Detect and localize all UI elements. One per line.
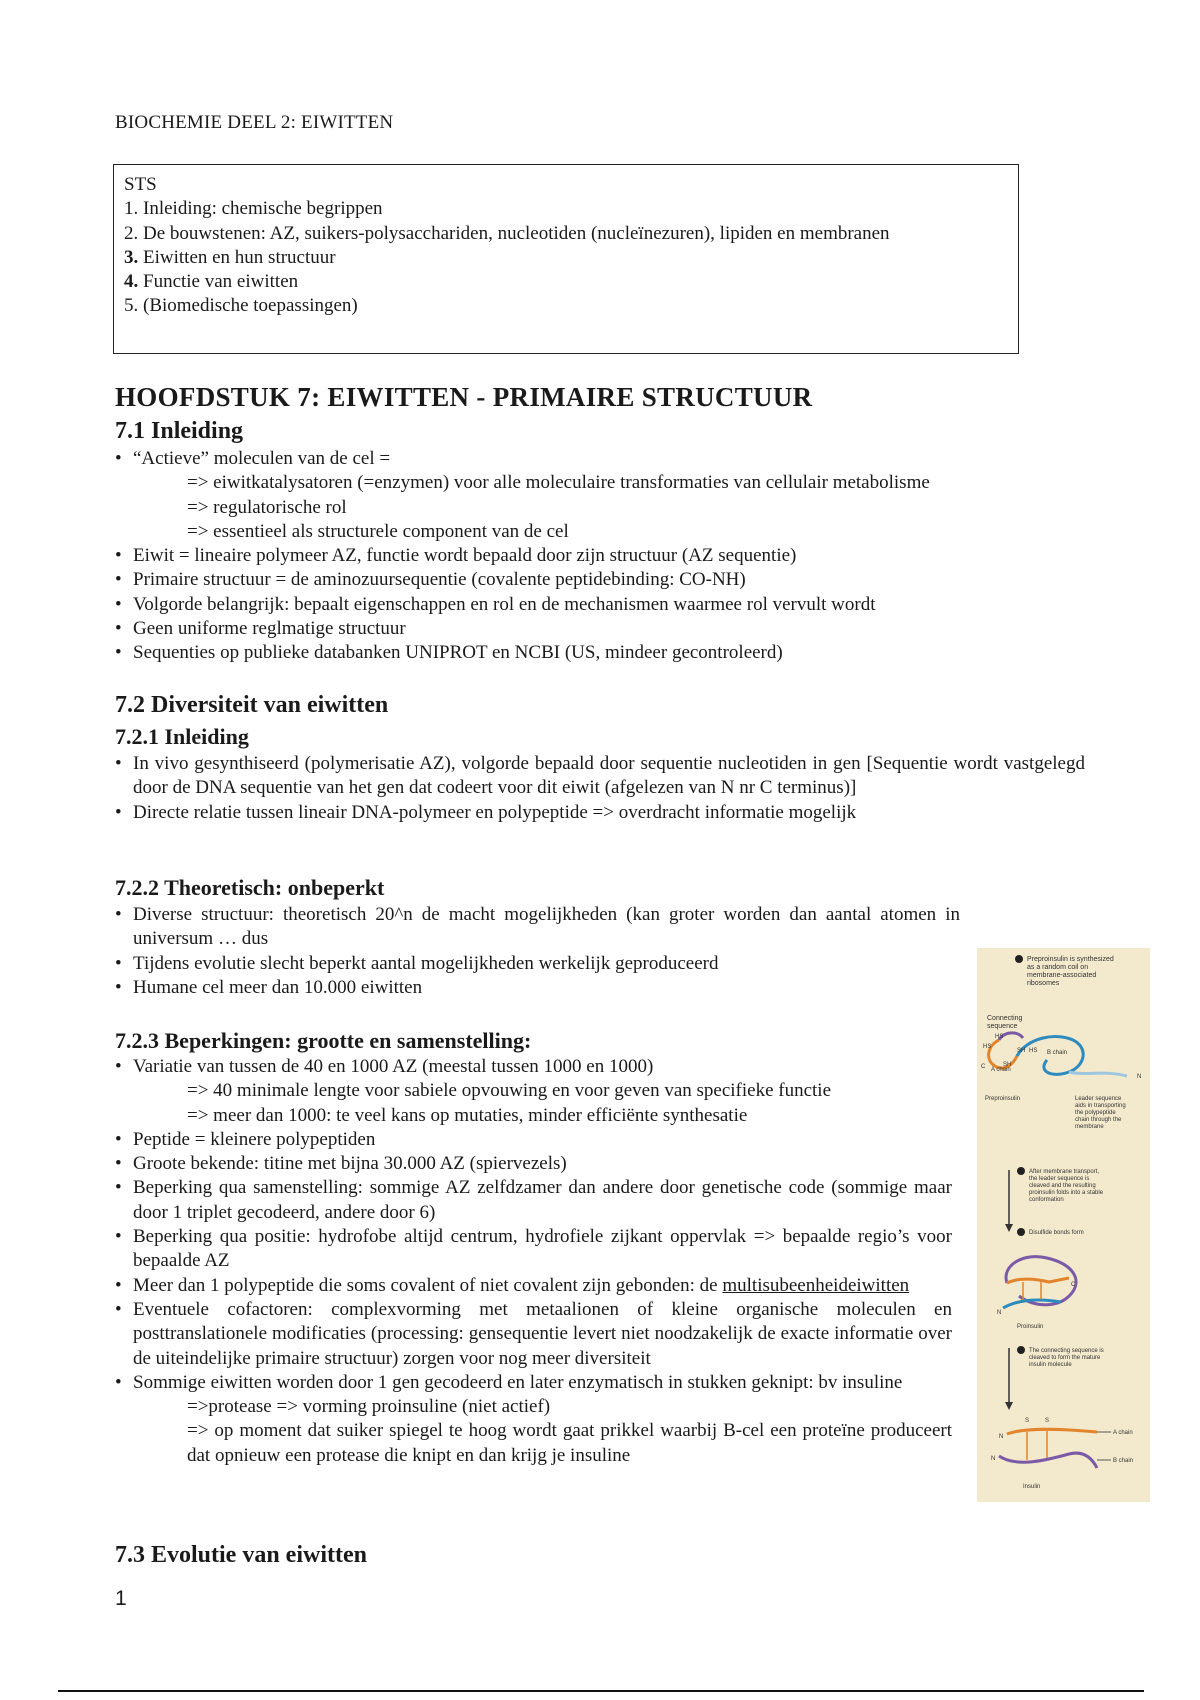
underlined-term: multisubeenheideiwitten bbox=[722, 1274, 910, 1296]
section-7-1-body bbox=[115, 447, 1075, 666]
step-marker-icon bbox=[1017, 1346, 1025, 1354]
list-item: • Directe relatie tussen lineair DNA-polymeer en polypeptide => overdracht informatie mogelijk bbox=[115, 801, 1085, 825]
label-line: aids in transporting bbox=[1075, 1103, 1126, 1109]
list-item bbox=[115, 1274, 952, 1298]
page-number: 1 bbox=[115, 1587, 127, 1610]
caption-line: The connecting sequence is bbox=[1029, 1348, 1104, 1354]
sulfur-label: S bbox=[1045, 1418, 1050, 1424]
list-item: • Volgorde belangrijk: bepaalt eigenschappen en rol en de mechanismen waarmee rol vervult wordt bbox=[115, 593, 1075, 617]
sts-item-text: Inleiding: chemische begrippen bbox=[138, 198, 383, 220]
label-line: membrane bbox=[1075, 1124, 1104, 1130]
label-line: chain through the bbox=[1075, 1117, 1122, 1123]
list-item: • In vivo gesynthiseerd (polymerisatie AZ), volgorde bepaald door sequentie nucleotiden in gen [Sequentie wordt vastgelegd door de DNA sequentie van het gen dat codeert voor dit eiwit (afgelezen van N nr C terminus)] bbox=[115, 752, 1085, 801]
list-item: • Eiwit = lineaire polymeer AZ, functie wordt bepaald door zijn structuur (AZ sequentie) bbox=[115, 544, 1075, 568]
step-marker-icon bbox=[1017, 1167, 1025, 1175]
list-item: • Humane cel meer dan 10.000 eiwitten bbox=[115, 976, 960, 1000]
chapter-title: HOOFDSTUK 7: EIWITTEN - PRIMAIRE STRUCTUUR bbox=[115, 382, 813, 412]
c-terminus-label: C bbox=[1071, 1282, 1076, 1288]
section-7-2-1-heading: 7.2.1 Inleiding bbox=[115, 724, 249, 749]
preproinsulin-label: Preproinsulin bbox=[985, 1096, 1021, 1102]
list-subitem: => essentieel als structurele component van de cel bbox=[187, 520, 569, 542]
b-chain-label: B chain bbox=[1113, 1458, 1134, 1464]
sts-item-num: 2. bbox=[124, 222, 139, 244]
list-subitem: => eiwitkatalysatoren (=enzymen) voor alle moleculaire transformaties van cellulair metabolisme bbox=[187, 472, 930, 494]
insulin-a-chain bbox=[1007, 1429, 1097, 1434]
label-line: the polypeptide bbox=[1075, 1110, 1116, 1116]
sts-item-text: De bouwstenen: AZ, suikers-polysacchariden, nucleotiden (nucleïnezuren), lipiden en membranen bbox=[138, 222, 890, 244]
sts-outline-box bbox=[113, 164, 1019, 354]
n-terminus-label: N bbox=[1137, 1074, 1142, 1080]
b-chain-label: B chain bbox=[1047, 1050, 1068, 1056]
step2-caption bbox=[1029, 1169, 1105, 1203]
section-7-2-3-body bbox=[115, 1055, 952, 1468]
sts-item bbox=[124, 294, 1008, 318]
sulfur-label: S bbox=[1025, 1418, 1030, 1424]
section-7-3-heading: 7.3 Evolutie van eiwitten bbox=[115, 1542, 367, 1568]
sh-label: SH bbox=[1017, 1048, 1026, 1054]
arrow-head-icon bbox=[1005, 1402, 1013, 1410]
n-terminus-label: N bbox=[997, 1310, 1002, 1316]
a-chain-label: A chain bbox=[991, 1067, 1011, 1073]
sts-item-text: Functie van eiwitten bbox=[138, 271, 299, 293]
section-7-2-heading: 7.2 Diversiteit van eiwitten bbox=[115, 692, 389, 718]
a-chain-label: A chain bbox=[1113, 1430, 1133, 1436]
list-item: • Groote bekende: titine met bijna 30.000 AZ (spiervezels) bbox=[115, 1152, 952, 1176]
list-item: • Geen uniforme reglmatige structuur bbox=[115, 617, 1075, 641]
list-item: • Sommige eiwitten worden door 1 gen gecodeerd en later enzymatisch in stukken geknipt: bv insuline bbox=[115, 1371, 952, 1395]
leader-sequence-coil bbox=[1069, 1072, 1127, 1076]
sts-item-num: 1. bbox=[124, 198, 139, 220]
caption-line: as a random coil on bbox=[1027, 964, 1089, 971]
sts-item-num: 3. bbox=[124, 246, 139, 268]
step3-caption: Disulfide bonds form bbox=[1029, 1230, 1084, 1236]
list-subitem: => 40 minimale lengte voor sabiele opvouwing en voor geven van specifieke functie bbox=[187, 1080, 832, 1102]
list-subitem: => regulatorische rol bbox=[187, 496, 347, 518]
sts-item-text: Eiwitten en hun structuur bbox=[138, 246, 336, 268]
document-title: BIOCHEMIE DEEL 2: EIWITTEN bbox=[115, 112, 394, 133]
footer-rule bbox=[58, 1690, 1144, 1692]
caption-line: cleaved and the resulting bbox=[1029, 1183, 1096, 1189]
list-subitem: => meer dan 1000: te veel kans op mutaties, minder efficiënte synthesatie bbox=[187, 1104, 748, 1126]
caption-line: insulin molecule bbox=[1029, 1362, 1072, 1368]
caption-line: cleaved to form the mature bbox=[1029, 1355, 1101, 1361]
caption-line: Preproinsulin is synthesized bbox=[1027, 956, 1114, 963]
caption-line: ribosomes bbox=[1027, 980, 1060, 987]
arrow-head-icon bbox=[1005, 1224, 1013, 1232]
list-item: • Peptide = kleinere polypeptiden bbox=[115, 1128, 952, 1152]
leader-sequence-label bbox=[1075, 1096, 1127, 1130]
hs-label: HS bbox=[983, 1044, 992, 1050]
sts-item bbox=[124, 246, 1008, 270]
caption-line: After membrane transport, bbox=[1029, 1169, 1100, 1175]
sts-item-num: 4. bbox=[124, 271, 139, 293]
proinsulin-a-chain bbox=[1007, 1278, 1069, 1283]
sts-item bbox=[124, 270, 1008, 294]
section-7-2-2-body bbox=[115, 903, 960, 1000]
step-marker-icon bbox=[1017, 1228, 1025, 1236]
step4-caption bbox=[1029, 1348, 1105, 1368]
label-line: Leader sequence bbox=[1075, 1096, 1122, 1102]
sh-label: SH bbox=[1003, 1062, 1012, 1068]
n-terminus-label: N bbox=[991, 1456, 996, 1462]
list-item: • “Actieve” moleculen van de cel = bbox=[115, 447, 1075, 471]
list-item: • Primaire structuur = de aminozuursequentie (covalente peptidebinding: CO-NH) bbox=[115, 568, 1075, 592]
list-item: • Eventuele cofactoren: complexvorming met metaalionen of kleine organische moleculen en posttranslationele modificaties (processing: gensequentie levert niet noodzakelijk de exacte informatie over de uiteindelijke primaire structuur) zorgen voor nog meer diversiteit bbox=[115, 1298, 952, 1371]
insulin-figure-svg bbox=[977, 948, 1150, 1502]
section-7-2-1-body bbox=[115, 752, 1085, 825]
hs-label: HS bbox=[1029, 1048, 1038, 1054]
insulin-processing-figure bbox=[977, 948, 1150, 1502]
step1-caption bbox=[1027, 956, 1116, 987]
label-line: Connecting bbox=[987, 1015, 1023, 1022]
list-item: • Sequenties op publieke databanken UNIPROT en NCBI (US, mindeer gecontroleerd) bbox=[115, 641, 1075, 665]
section-7-1-heading: 7.1 Inleiding bbox=[115, 418, 244, 444]
caption-line: membrane-associated bbox=[1027, 972, 1097, 979]
list-item: • Diverse structuur: theoretisch 20^n de macht mogelijkheden (kan groter worden dan aantal atomen in universum … dus bbox=[115, 903, 960, 952]
n-terminus-label: N bbox=[999, 1434, 1004, 1440]
insulin-label: Insulin bbox=[1023, 1484, 1041, 1490]
insulin-b-chain bbox=[999, 1453, 1097, 1468]
list-subitem: =>protease => vorming proinsuline (niet actief) bbox=[187, 1396, 551, 1418]
sts-heading: STS bbox=[124, 174, 157, 195]
step-marker-icon bbox=[1015, 955, 1023, 963]
sts-item-text: (Biomedische toepassingen) bbox=[138, 295, 358, 317]
caption-line: conformation bbox=[1029, 1197, 1064, 1203]
connecting-sequence-label bbox=[987, 1015, 1024, 1030]
caption-line: proinsulin folds into a stable bbox=[1029, 1190, 1104, 1196]
section-7-2-3-heading: 7.2.3 Beperkingen: grootte en samenstelling: bbox=[115, 1028, 532, 1053]
list-item: • Tijdens evolutie slecht beperkt aantal mogelijkheden werkelijk geproduceerd bbox=[115, 952, 960, 976]
list-item: • Beperking qua positie: hydrofobe altijd centrum, hydrofiele zijkant oppervlak => bepaalde regio’s voor bepaalde AZ bbox=[115, 1225, 952, 1274]
c-terminus-label: C bbox=[981, 1064, 986, 1070]
section-7-2-2-heading: 7.2.2 Theoretisch: onbeperkt bbox=[115, 875, 385, 900]
caption-line: the leader sequence is bbox=[1029, 1176, 1090, 1182]
proinsulin-label: Proinsulin bbox=[1017, 1324, 1044, 1330]
sts-item bbox=[124, 222, 964, 246]
sts-item bbox=[124, 197, 1008, 221]
list-subitem: => op moment dat suiker spiegel te hoog wordt gaat prikkel waarbij B-cel een proteïne produceert dat opnieuw een protease die knipt en dan krijg je insuline bbox=[187, 1420, 952, 1466]
list-item: • Variatie van tussen de 40 en 1000 AZ (meestal tussen 1000 en 1000) bbox=[115, 1055, 952, 1079]
label-line: sequence bbox=[987, 1023, 1018, 1030]
list-item: • Beperking qua samenstelling: sommige AZ zelfdzamer dan andere door genetische code (sommige maar door 1 triplet gecodeerd, andere door 6) bbox=[115, 1176, 952, 1225]
sts-item-num: 5. bbox=[124, 295, 139, 317]
list-item-text: Meer dan 1 polypeptide die soms covalent of niet covalent zijn gebonden: de bbox=[133, 1274, 723, 1296]
hs-label: HS bbox=[995, 1034, 1004, 1040]
